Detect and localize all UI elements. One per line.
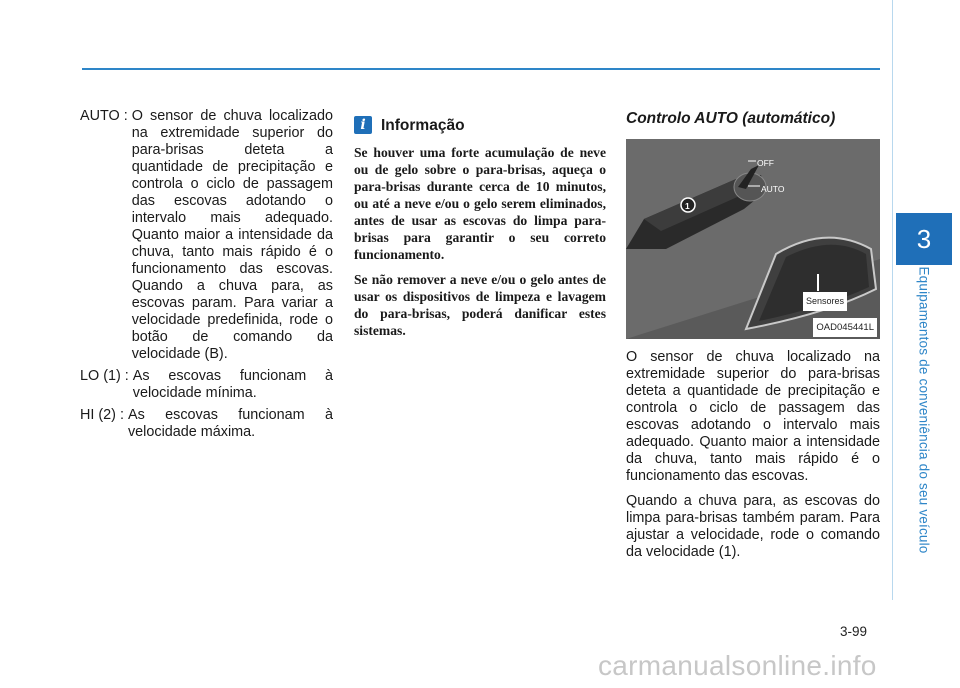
chapter-title: Equipamentos de conveniência do seu veículo: [916, 266, 932, 554]
wiper-sensor-figure: [626, 139, 880, 339]
definition-text: As escovas funcionam à velocidade máxima.: [127, 407, 333, 440]
definition-text: O sensor de chuva localizado na extremidade superior do para-brisas deteta a quantidade de precipitação e controla o ciclo de passagem das escovas adotando o intervalo mais adequado. Quanto maior a intensidade da chuva, tanto mais rápido é o funcionamento das escovas. Quando a chuva para, as escovas param. Para variar a velocidade predefinida, rode o botão de comando da velocidade (B).: [131, 108, 333, 362]
info-box: [354, 108, 606, 347]
definition-term: HI (2) :: [80, 407, 124, 423]
section-title: Controlo AUTO (automático): [626, 110, 836, 127]
label-sensors: Sensores: [803, 292, 847, 311]
body-paragraph: O sensor de chuva localizado na extremidade superior do para-brisas deteta a quantidade de precipitação e controla o ciclo de passagem das escovas adotando o intervalo mais adequado. Quanto maior a intensidade da chuva, tanto mais rápido é o funcionamento das escovas.: [626, 349, 880, 484]
info-header: [354, 116, 606, 134]
info-title: Informação: [381, 116, 465, 134]
left-column: [80, 108, 333, 446]
info-paragraph: Se não remover a neve e/ou o gelo antes de usar os dispositivos de limpeza e lavagem do para-brisas, poderá danificar estes sistemas.: [354, 272, 606, 338]
label-auto: AUTO: [761, 184, 785, 194]
definition-lo: [80, 368, 333, 402]
definition-text: As escovas funcionam à velocidade mínima.: [132, 368, 333, 401]
chapter-tab: 3: [896, 213, 952, 265]
figure-code: OAD045441L: [813, 318, 877, 337]
sidebar-divider: [892, 0, 893, 600]
header-rule: [82, 68, 880, 70]
info-paragraph: Se houver uma forte acumulação de neve ou de gelo sobre o para-brisas, aqueça o para-brisas durante cerca de 10 minutos, ou até a neve e/ou o gelo serem eliminados, antes de usar as escovas do limpa para-brisas para garantir o seu correto funcionamento.: [354, 145, 606, 262]
watermark: carmanualsonline.info: [598, 650, 877, 681]
label-off: OFF: [757, 158, 774, 168]
definition-hi: [80, 407, 333, 441]
callout-number: 1: [685, 201, 690, 211]
right-column: [626, 108, 880, 569]
definition-term: LO (1) :: [80, 368, 129, 384]
definition-auto: [80, 108, 333, 363]
info-icon: i: [354, 116, 372, 134]
definition-term: AUTO :: [80, 108, 128, 124]
page-number: 3-99: [840, 624, 868, 639]
body-paragraph: Quando a chuva para, as escovas do limpa para-brisas também param. Para ajustar a velocidade, rode o comando da velocidade (1).: [626, 493, 880, 560]
